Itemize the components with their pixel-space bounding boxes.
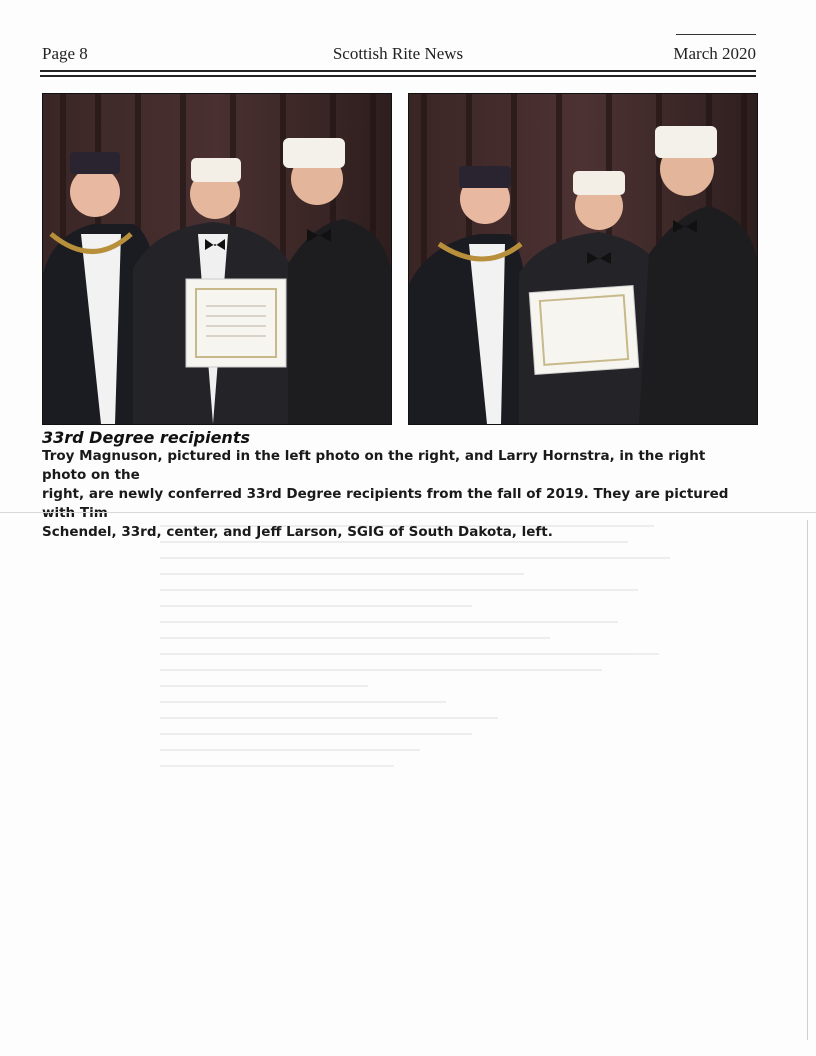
header-rule-double — [40, 75, 756, 77]
header-rule — [40, 70, 756, 72]
photo-left — [42, 93, 392, 425]
page-header — [40, 44, 756, 68]
caption-title: 33rd Degree recipients — [42, 428, 250, 447]
caption-line: right, are newly conferred 33rd Degree recipients from the fall of 2019. They are pictured with Tim — [42, 486, 729, 521]
caption-line: Schendel, 33rd, center, and Jeff Larson, SGIG of South Dakota, left. — [42, 524, 553, 540]
publication-title: Scottish Rite News — [332, 44, 464, 63]
bleed-through-text — [160, 525, 680, 1005]
photo-left-image — [43, 94, 391, 424]
photo-right — [408, 93, 758, 425]
caption-line: Troy Magnuson, pictured in the left photo on the right, and Larry Hornstra, in the right photo on the — [42, 448, 706, 483]
issue-date: March 2020 — [673, 44, 756, 63]
page-edge — [807, 520, 808, 1040]
photo-right-image — [409, 94, 757, 424]
top-rule — [676, 34, 756, 35]
page-fold-line — [0, 512, 816, 513]
page-number: Page 8 — [42, 44, 88, 63]
